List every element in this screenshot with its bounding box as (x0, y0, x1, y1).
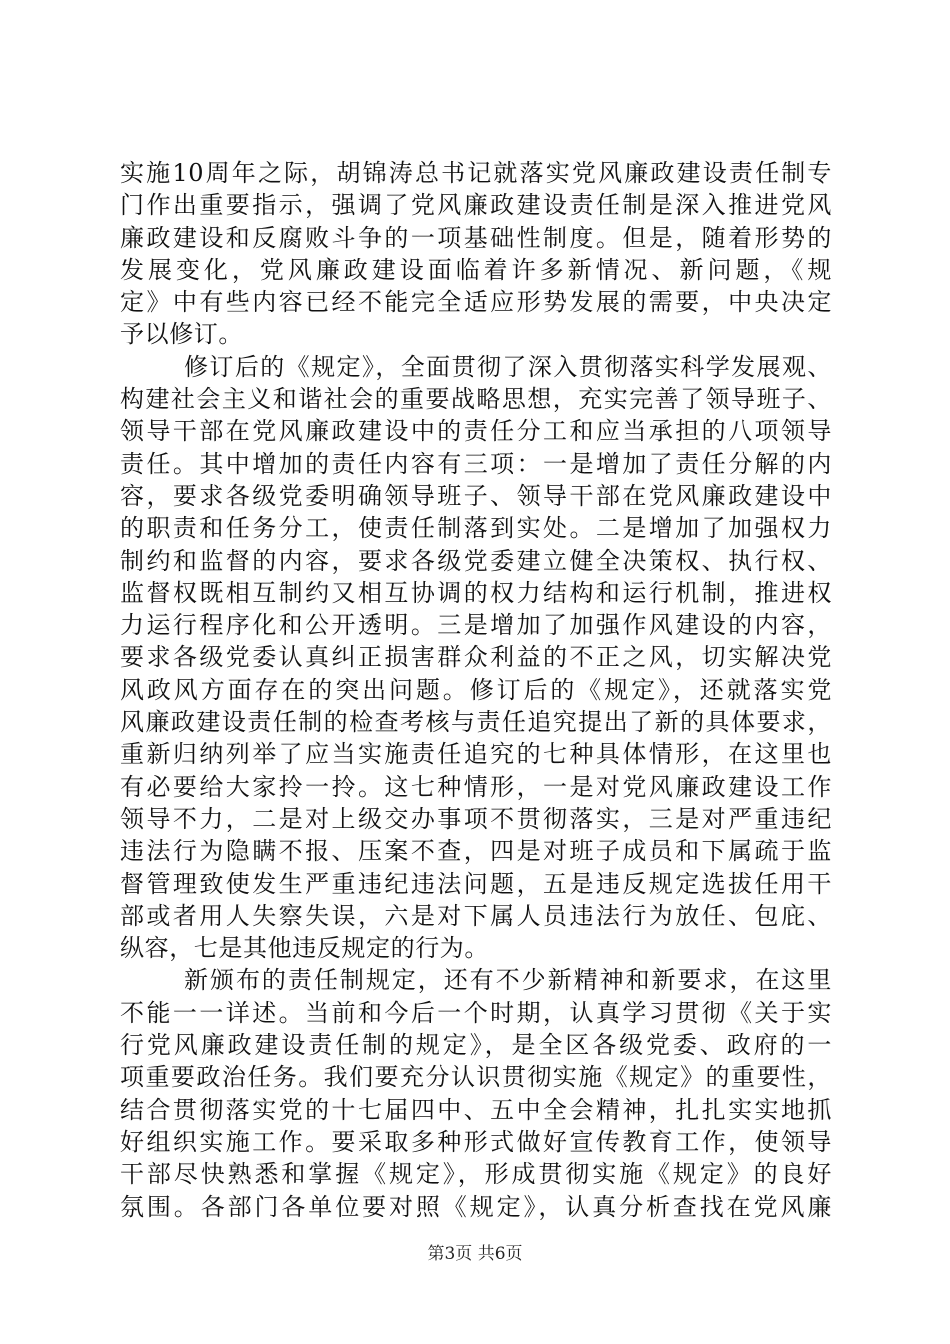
text-line: 干部尽快熟悉和掌握《规定》，形成贯彻实施《规定》的良好 (120, 1160, 832, 1189)
text-line: 的职责和任务分工，使责任制落到实处。二是增加了加强权力 (120, 514, 832, 543)
text-line: 定》中有些内容已经不能完全适应形势发展的需要，中央决定 (120, 288, 832, 317)
text-line: 发展变化，党风廉政建设面临着许多新情况、新问题，《规 (120, 255, 832, 284)
text-line: 监督权既相互制约又相互协调的权力结构和运行机制，推进权 (120, 578, 832, 607)
text-line: 风政风方面存在的突出问题。修订后的《规定》，还就落实党 (120, 675, 832, 704)
text-line: 督管理致使发生严重违纪违法问题，五是违反规定选拔任用干 (120, 869, 832, 898)
text-line: 修订后的《规定》，全面贯彻了深入贯彻落实科学发展观、 (184, 352, 832, 381)
document-body (120, 157, 832, 1223)
text-line: 结合贯彻落实党的十七届四中、五中全会精神，扎扎实实地抓 (120, 1095, 832, 1124)
text-line: 力运行程序化和公开透明。三是增加了加强作风建设的内容， (120, 611, 832, 640)
text-line: 容，要求各级党委明确领导班子、领导干部在党风廉政建设中 (120, 481, 832, 510)
text-line: 责任。其中增加的责任内容有三项：一是增加了责任分解的内 (120, 449, 832, 478)
text-line: 廉政建设和反腐败斗争的一项基础性制度。但是，随着形势的 (120, 223, 832, 252)
text-line: 门作出重要指示，强调了党风廉政建设责任制是深入推进党风 (120, 191, 832, 220)
text-line: 部或者用人失察失误，六是对下属人员违法行为放任、包庇、 (120, 901, 832, 930)
text-line: 重新归纳列举了应当实施责任追究的七种具体情形，在这里也 (120, 740, 832, 769)
text-line: 有必要给大家拎一拎。这七种情形，一是对党风廉政建设工作 (120, 772, 832, 801)
text-line: 制约和监督的内容，要求各级党委建立健全决策权、执行权、 (120, 546, 832, 575)
text-line: 违法行为隐瞒不报、压案不查，四是对班子成员和下属疏于监 (120, 837, 832, 866)
text-line: 新颁布的责任制规定，还有不少新精神和新要求，在这里 (184, 966, 832, 995)
text-line: 纵容，七是其他违反规定的行为。 (120, 934, 489, 963)
page-number-footer: 第3页 共6页 (427, 1244, 523, 1264)
text-line: 行党风廉政建设责任制的规定》，是全区各级党委、政府的一 (120, 1031, 832, 1060)
text-line: 不能一一详述。当前和今后一个时期，认真学习贯彻《关于实 (120, 998, 832, 1027)
text-line: 项重要政治任务。我们要充分认识贯彻实施《规定》的重要性， (120, 1063, 832, 1092)
text-line: 风廉政建设责任制的检查考核与责任追究提出了新的具体要求， (120, 708, 832, 737)
text-line: 好组织实施工作。要采取多种形式做好宣传教育工作，使领导 (120, 1127, 832, 1156)
text-line: 予以修订。 (120, 320, 243, 349)
text-line: 实施10周年之际，胡锦涛总书记就落实党风廉政建设责任制专 (120, 159, 832, 187)
text-line: 氛围。各部门各单位要对照《规定》，认真分析查找在党风廉 (120, 1192, 832, 1221)
text-line: 构建社会主义和谐社会的重要战略思想，充实完善了领导班子、 (120, 385, 832, 414)
text-line: 领导不力，二是对上级交办事项不贯彻落实，三是对严重违纪 (120, 804, 832, 833)
text-line: 要求各级党委认真纠正损害群众利益的不正之风，切实解决党 (120, 643, 832, 672)
text-line: 领导干部在党风廉政建设中的责任分工和应当承担的八项领导 (120, 417, 832, 446)
